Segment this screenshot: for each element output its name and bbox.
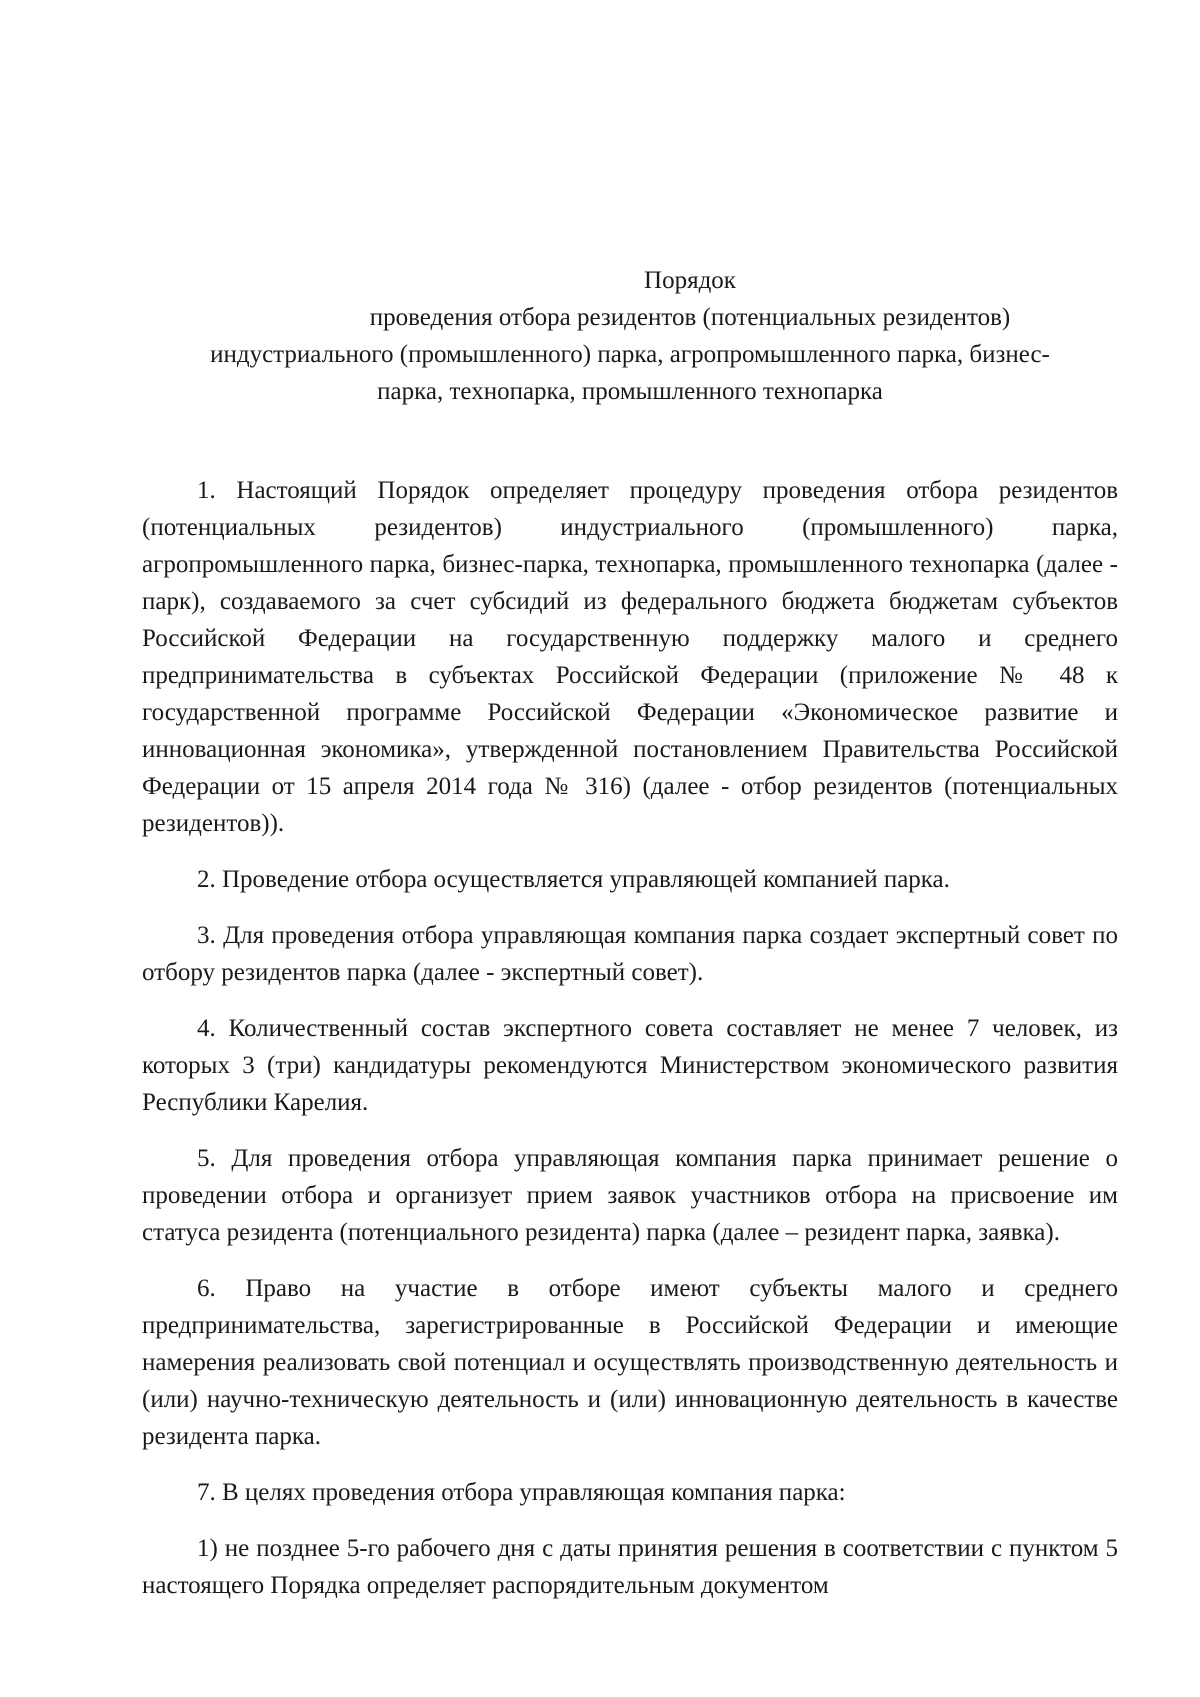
paragraph-3: 3. Для проведения отбора управляющая компания парка создает экспертный совет по отбору резидентов парка (далее - экспертный совет). [142, 922, 1118, 986]
paragraph-6: 6. Право на участие в отборе имеют субъекты малого и среднего предпринимательства, зарегистрированные в Российской Федерации и имеющие намерения реализовать свой потенциал и осуществлять производственную деятельность и (или) научно-техническую деятельность и (или) инновационную деятельность в качестве резидента парка. [142, 1275, 1118, 1450]
title-line-3: индустриального (промышленного) парка, агропромышленного парка, бизнес- [210, 341, 1050, 368]
title-line-4: парка, технопарка, промышленного технопарка [377, 378, 883, 405]
document-body [142, 472, 1118, 1623]
paragraph-4: 4. Количественный состав экспертного совета составляет не менее 7 человек, из которых 3 (три) кандидатуры рекомендуются Министерством экономического развития Республики Карелия. [142, 1015, 1118, 1116]
title-line-1: Порядок [644, 267, 736, 294]
paragraph-2: 2. Проведение отбора осуществляется управляющей компанией парка. [197, 866, 950, 893]
paragraph-7: 7. В целях проведения отбора управляющая компания парка: [197, 1479, 846, 1506]
title-line-2: проведения отбора резидентов (потенциальных резидентов) [369, 304, 1011, 331]
document-title [140, 262, 1120, 410]
paragraph-5: 5. Для проведения отбора управляющая компания парка принимает решение о проведении отбора и организует прием заявок участников отбора на присвоение им статуса резидента (потенциального резидента) парка (далее – резидент парка, заявка). [142, 1145, 1118, 1246]
paragraph-7-subitem-1: 1) не позднее 5-го рабочего дня с даты принятия решения в соответствии с пунктом 5 настоящего Порядка определяет распорядительным документом [142, 1535, 1118, 1599]
paragraph-1: 1. Настоящий Порядок определяет процедуру проведения отбора резидентов (потенциальных резидентов) индустриального (промышленного) парка, агропромышленного парка, бизнес-парка, технопарка, промышленного технопарка (далее - парк), создаваемого за счет субсидий из федерального бюджета бюджетам субъектов Российской Федерации на государственную поддержку малого и среднего предпринимательства в субъектах Российской Федерации (приложение № 48 к государственной программе Российской Федерации «Экономическое развитие и инновационная экономика», утвержденной постановлением Правительства Российской Федерации от 15 апреля 2014 года № 316) (далее - отбор резидентов (потенциальных резидентов)). [142, 477, 1118, 837]
